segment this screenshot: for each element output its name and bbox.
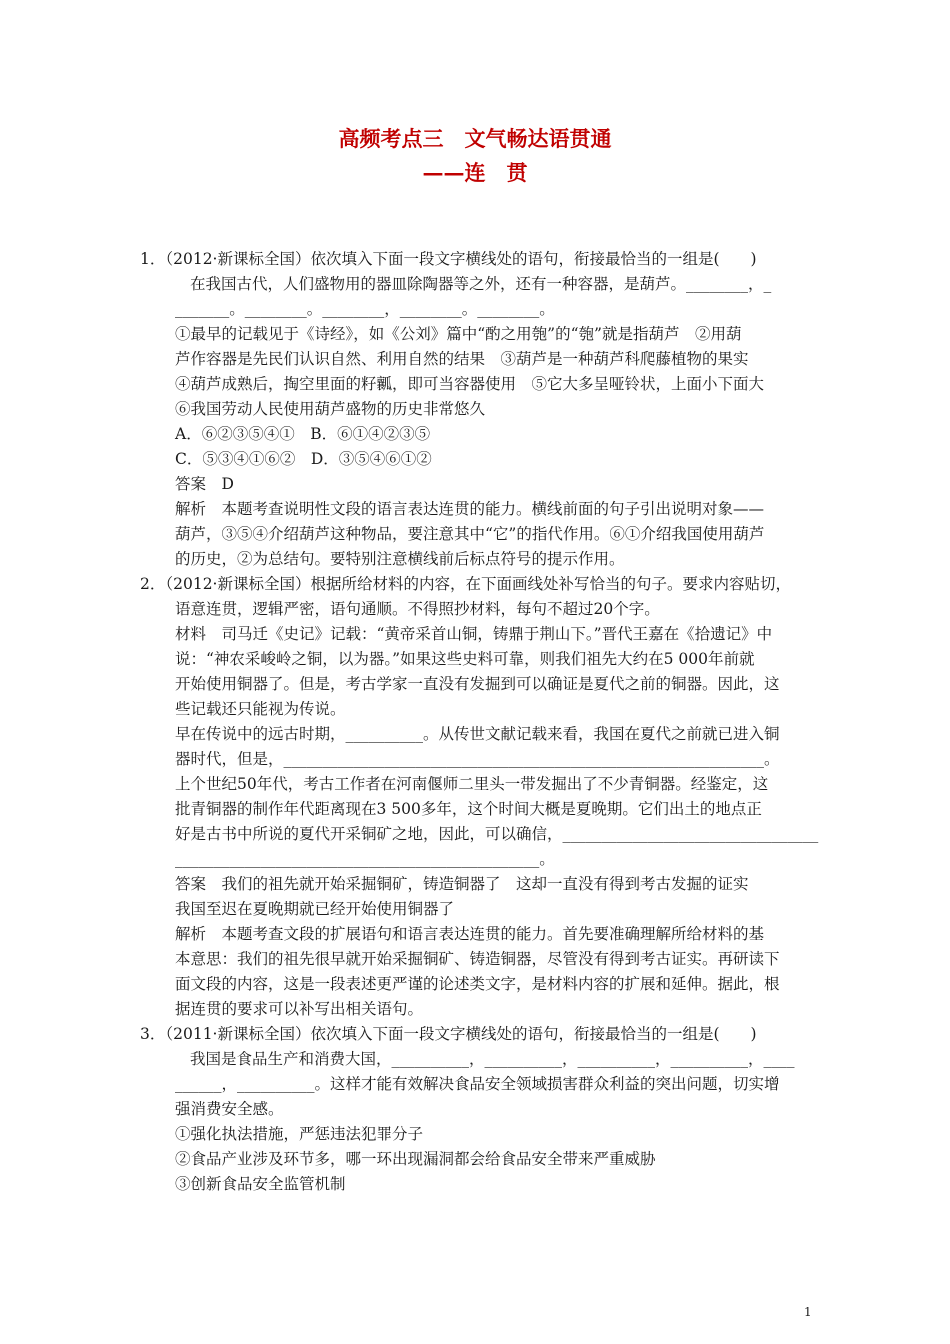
q2-passage: 上个世纪50年代，考古工作者在河南偃师二里头一带发掘出了不少青铜器。经鉴定，这 <box>175 775 769 793</box>
q3-option-2: ②食品产业涉及环节多，哪一环出现漏洞都会给食品安全带来严重威胁 <box>175 1150 656 1168</box>
q3-option-3: ③创新食品安全监管机制 <box>175 1175 346 1193</box>
q2-analysis: 本意思：我们的祖先很早就开始采掘铜矿、铸造铜器，尽管没有得到考古证实。再研读下 <box>175 950 780 968</box>
q2-material: 说：“神农采峻岭之铜，以为器。”如果这些史料可靠，则我们祖先大约在5 000年前就 <box>175 650 755 668</box>
q1-passage: 在我国古代，人们盛物用的器皿除陶器等之外，还有一种容器，是葫芦。________，_ <box>190 275 772 293</box>
q1-options-text: ④葫芦成熟后，掏空里面的籽瓤，即可当容器使用 ⑤它大多呈哑铃状，上面小下面大 <box>175 375 765 393</box>
q2-stem: 2．（2012·新课标全国）根据所给材料的内容，在下面画线处补写恰当的句子。要求内容贴切， <box>140 575 791 593</box>
q2-material: 开始使用铜器了。但是，考古学家一直没有发掘到可以确证是夏代之前的铜器。因此，这 <box>175 675 780 693</box>
q3-option-1: ①强化执法措施，严惩违法犯罪分子 <box>175 1125 424 1143</box>
q2-analysis: 面文段的内容，这是一段表述更严谨的论述类文字，是材料内容的扩展和延伸。据此，根 <box>175 975 780 993</box>
q2-material: 些记载还只能视为传说。 <box>175 700 346 718</box>
q2-stem: 语意连贯，逻辑严密，语句通顺。不得照抄材料，每句不超过20个字。 <box>175 600 660 618</box>
q1-passage-blanks: _______。________。________，________。________。 <box>175 300 555 318</box>
q2-passage: 早在传说中的远古时期，__________。从传世文献记载来看，我国在夏代之前就已进入铜 <box>175 725 780 743</box>
q2-passage: 器时代，但是，______________________________________________________________。 <box>175 750 780 768</box>
q1-answer: 答案 D <box>175 475 234 493</box>
q1-analysis: 解析 本题考查说明性文段的语言表达连贯的能力。横线前面的句子引出说明对象—— <box>175 500 765 518</box>
q3-stem: 3．（2011·新课标全国）依次填入下面一段文字横线处的语句，衔接最恰当的一组是( ) <box>140 1025 757 1043</box>
q1-analysis: 葫芦，③⑤④介绍葫芦这种物品，要注意其中“它”的指代作用。⑥①介绍我国使用葫芦 <box>175 525 765 543</box>
page-subtitle: ——连 贯 <box>422 160 528 185</box>
q1-choice-ab: A．⑥②③⑤④① B．⑥①④②③⑤ <box>175 425 431 443</box>
q1-stem: 1．（2012·新课标全国）依次填入下面一段文字横线处的语句，衔接最恰当的一组是( ) <box>140 250 757 268</box>
q1-options-text: ①最早的记载见于《诗经》，如《公刘》篇中“酌之用匏”的“匏”就是指葫芦 ②用葫 <box>175 325 742 343</box>
q3-passage: 强消费安全感。 <box>175 1100 284 1118</box>
q2-answer: 我国至迟在夏晚期就已经开始使用铜器了 <box>175 900 455 918</box>
q3-passage: ______，__________。这样才能有效解决食品安全领域损害群众利益的突出问题，切实增 <box>175 1075 780 1093</box>
q2-analysis: 据连贯的要求可以补写出相关语句。 <box>175 1000 424 1018</box>
q2-passage: 好是古书中所说的夏代开采铜矿之地，因此，可以确信，_________________________________ <box>175 825 819 843</box>
q1-options-text: ⑥我国劳动人民使用葫芦盛物的历史非常悠久 <box>175 400 486 418</box>
q1-options-text: 芦作容器是先民们认识自然、利用自然的结果 ③葫芦是一种葫芦科爬藤植物的果实 <box>175 350 749 368</box>
q1-choice-cd: C．⑤③④①⑥② D．③⑤④⑥①② <box>175 450 432 468</box>
q2-answer: 答案 我们的祖先就开始采掘铜矿，铸造铜器了 这却一直没有得到考古发掘的证实 <box>175 875 749 893</box>
q2-analysis: 解析 本题考查文段的扩展语句和语言表达连贯的能力。首先要准确理解所给材料的基 <box>175 925 765 943</box>
page-number: 1 <box>804 1305 812 1319</box>
q2-passage: 批青铜器的制作年代距离现在3 500多年，这个时间大概是夏晚期。它们出土的地点正 <box>175 800 762 818</box>
q2-material: 材料 司马迁《史记》记载：“黄帝采首山铜，铸鼎于荆山下。”晋代王嘉在《拾遗记》中 <box>175 625 773 643</box>
page-title: 高频考点三 文气畅达语贯通 <box>338 126 612 151</box>
q1-analysis: 的历史，②为总结句。要特别注意横线前后标点符号的提示作用。 <box>175 550 625 568</box>
q3-passage: 我国是食品生产和消费大国，__________，__________，__________，__________，____ <box>190 1050 795 1068</box>
q2-passage: _______________________________________________。 <box>175 850 555 868</box>
